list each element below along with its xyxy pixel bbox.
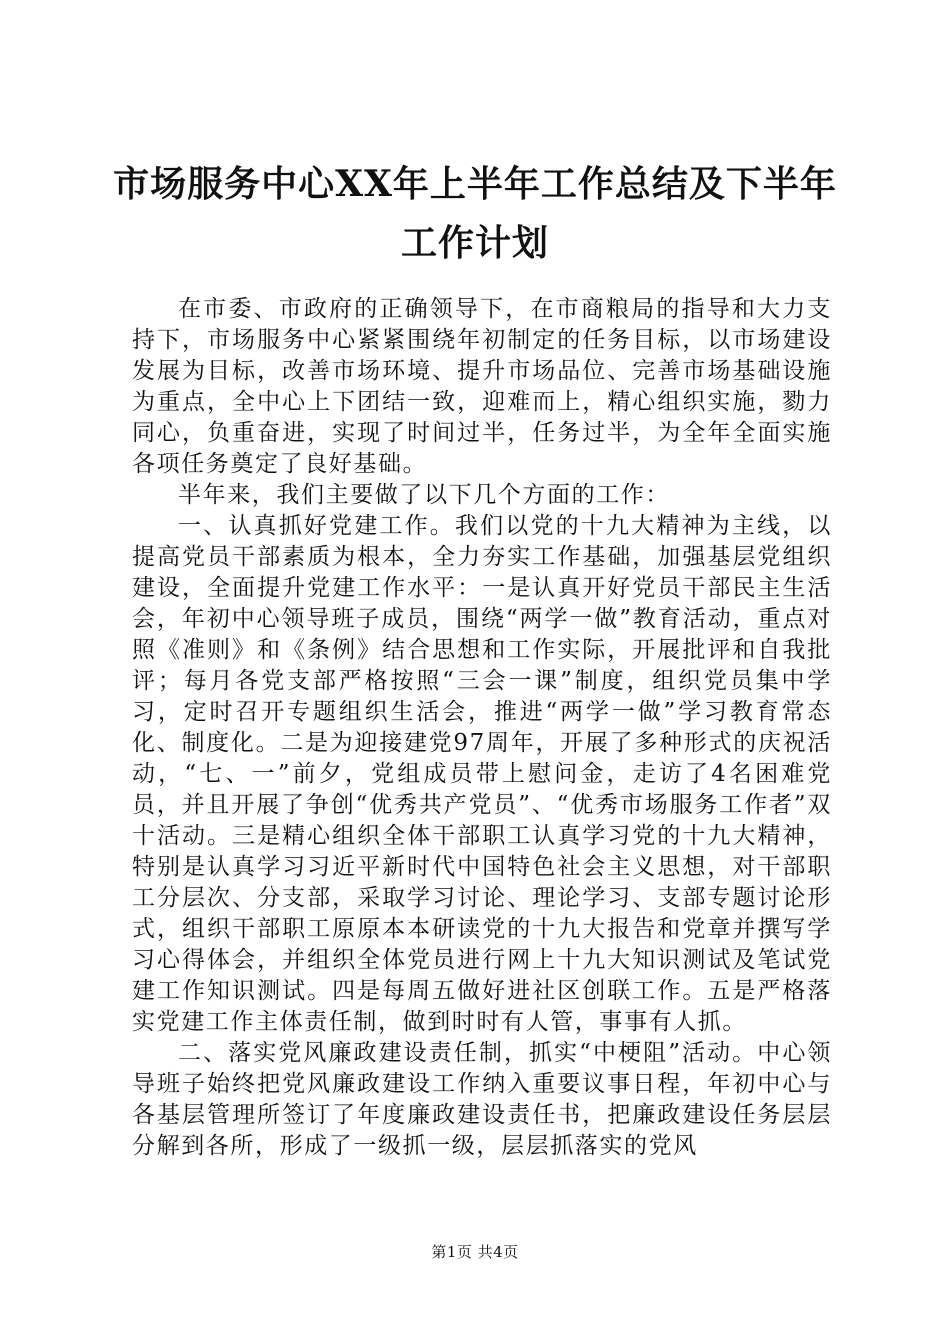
paragraph-party-building: 一、认真抓好党建工作。我们以党的十九大精神为主线，以提高党员干部素质为根本，全力夯实工作基础，加强基层党组织建设，全面提升党建工作水平：一是认真开好党员干部民主生活会，年初中心领导班子成员，围绕“两学一做”教育活动，重点对照《准则》和《条例》结合思想和工作实际，开展批评和自我批评；每月各党支部严格按照“三会一课”制度，组织党员集中学习，定时召开专题组织生活会，推进“两学一做”学习教育常态化、制度化。二是为迎接建党97周年，开展了多种形式的庆祝活动，“七、一”前夕，党组成员带上慰问金，走访了4名困难党员，并且开展了争创“优秀共产党员”、“优秀市场服务工作者”双十活动。三是精心组织全体干部职工认真学习党的十九大精神，特别是认真学习习近平新时代中国特色社会主义思想，对干部职工分层次、分支部，采取学习讨论、理论学习、支部专题讨论形式，组织干部职工原原本本研读党的十九大报告和党章并撰写学习心得体会，并组织全体党员进行网上十九大知识测试及笔试党建工作知识测试。四是每周五做好进社区创联工作。五是严格落实党建工作主体责任制，做到时时有人管，事事有人抓。 <box>132 513 832 1035</box>
document-title-line-1: 市场服务中心XX年上半年工作总结及下半年 <box>113 163 837 205</box>
paragraph-integrity: 二、落实党风廉政建设责任制，抓实“中梗阻”活动。中心领导班子始终把党风廉政建设工作纳入重要议事日程，年初中心与各基层管理所签订了年度廉政建设责任书，把廉政建设任务层层分解到各所，形成了一级抓一级，层层抓落实的党风 <box>132 1040 832 1159</box>
document-title-line-2: 工作计划 <box>400 222 549 264</box>
paragraph-overview: 半年来，我们主要做了以下几个方面的工作： <box>178 482 670 508</box>
paragraph-intro: 在市委、市政府的正确领导下，在市商粮局的指导和大力支持下，市场服务中心紧紧围绕年初制定的任务目标，以市场建设发展为目标，改善市场环境、提升市场品位、完善市场基础设施为重点，全中心上下团结一致，迎难而上，精心组织实施，勠力同心，负重奋进，实现了时间过半，任务过半，为全年全面实施各项任务奠定了良好基础。 <box>132 296 832 477</box>
page-number-footer: 第1页 共4页 <box>431 1243 519 1261</box>
document-body <box>132 294 832 1162</box>
